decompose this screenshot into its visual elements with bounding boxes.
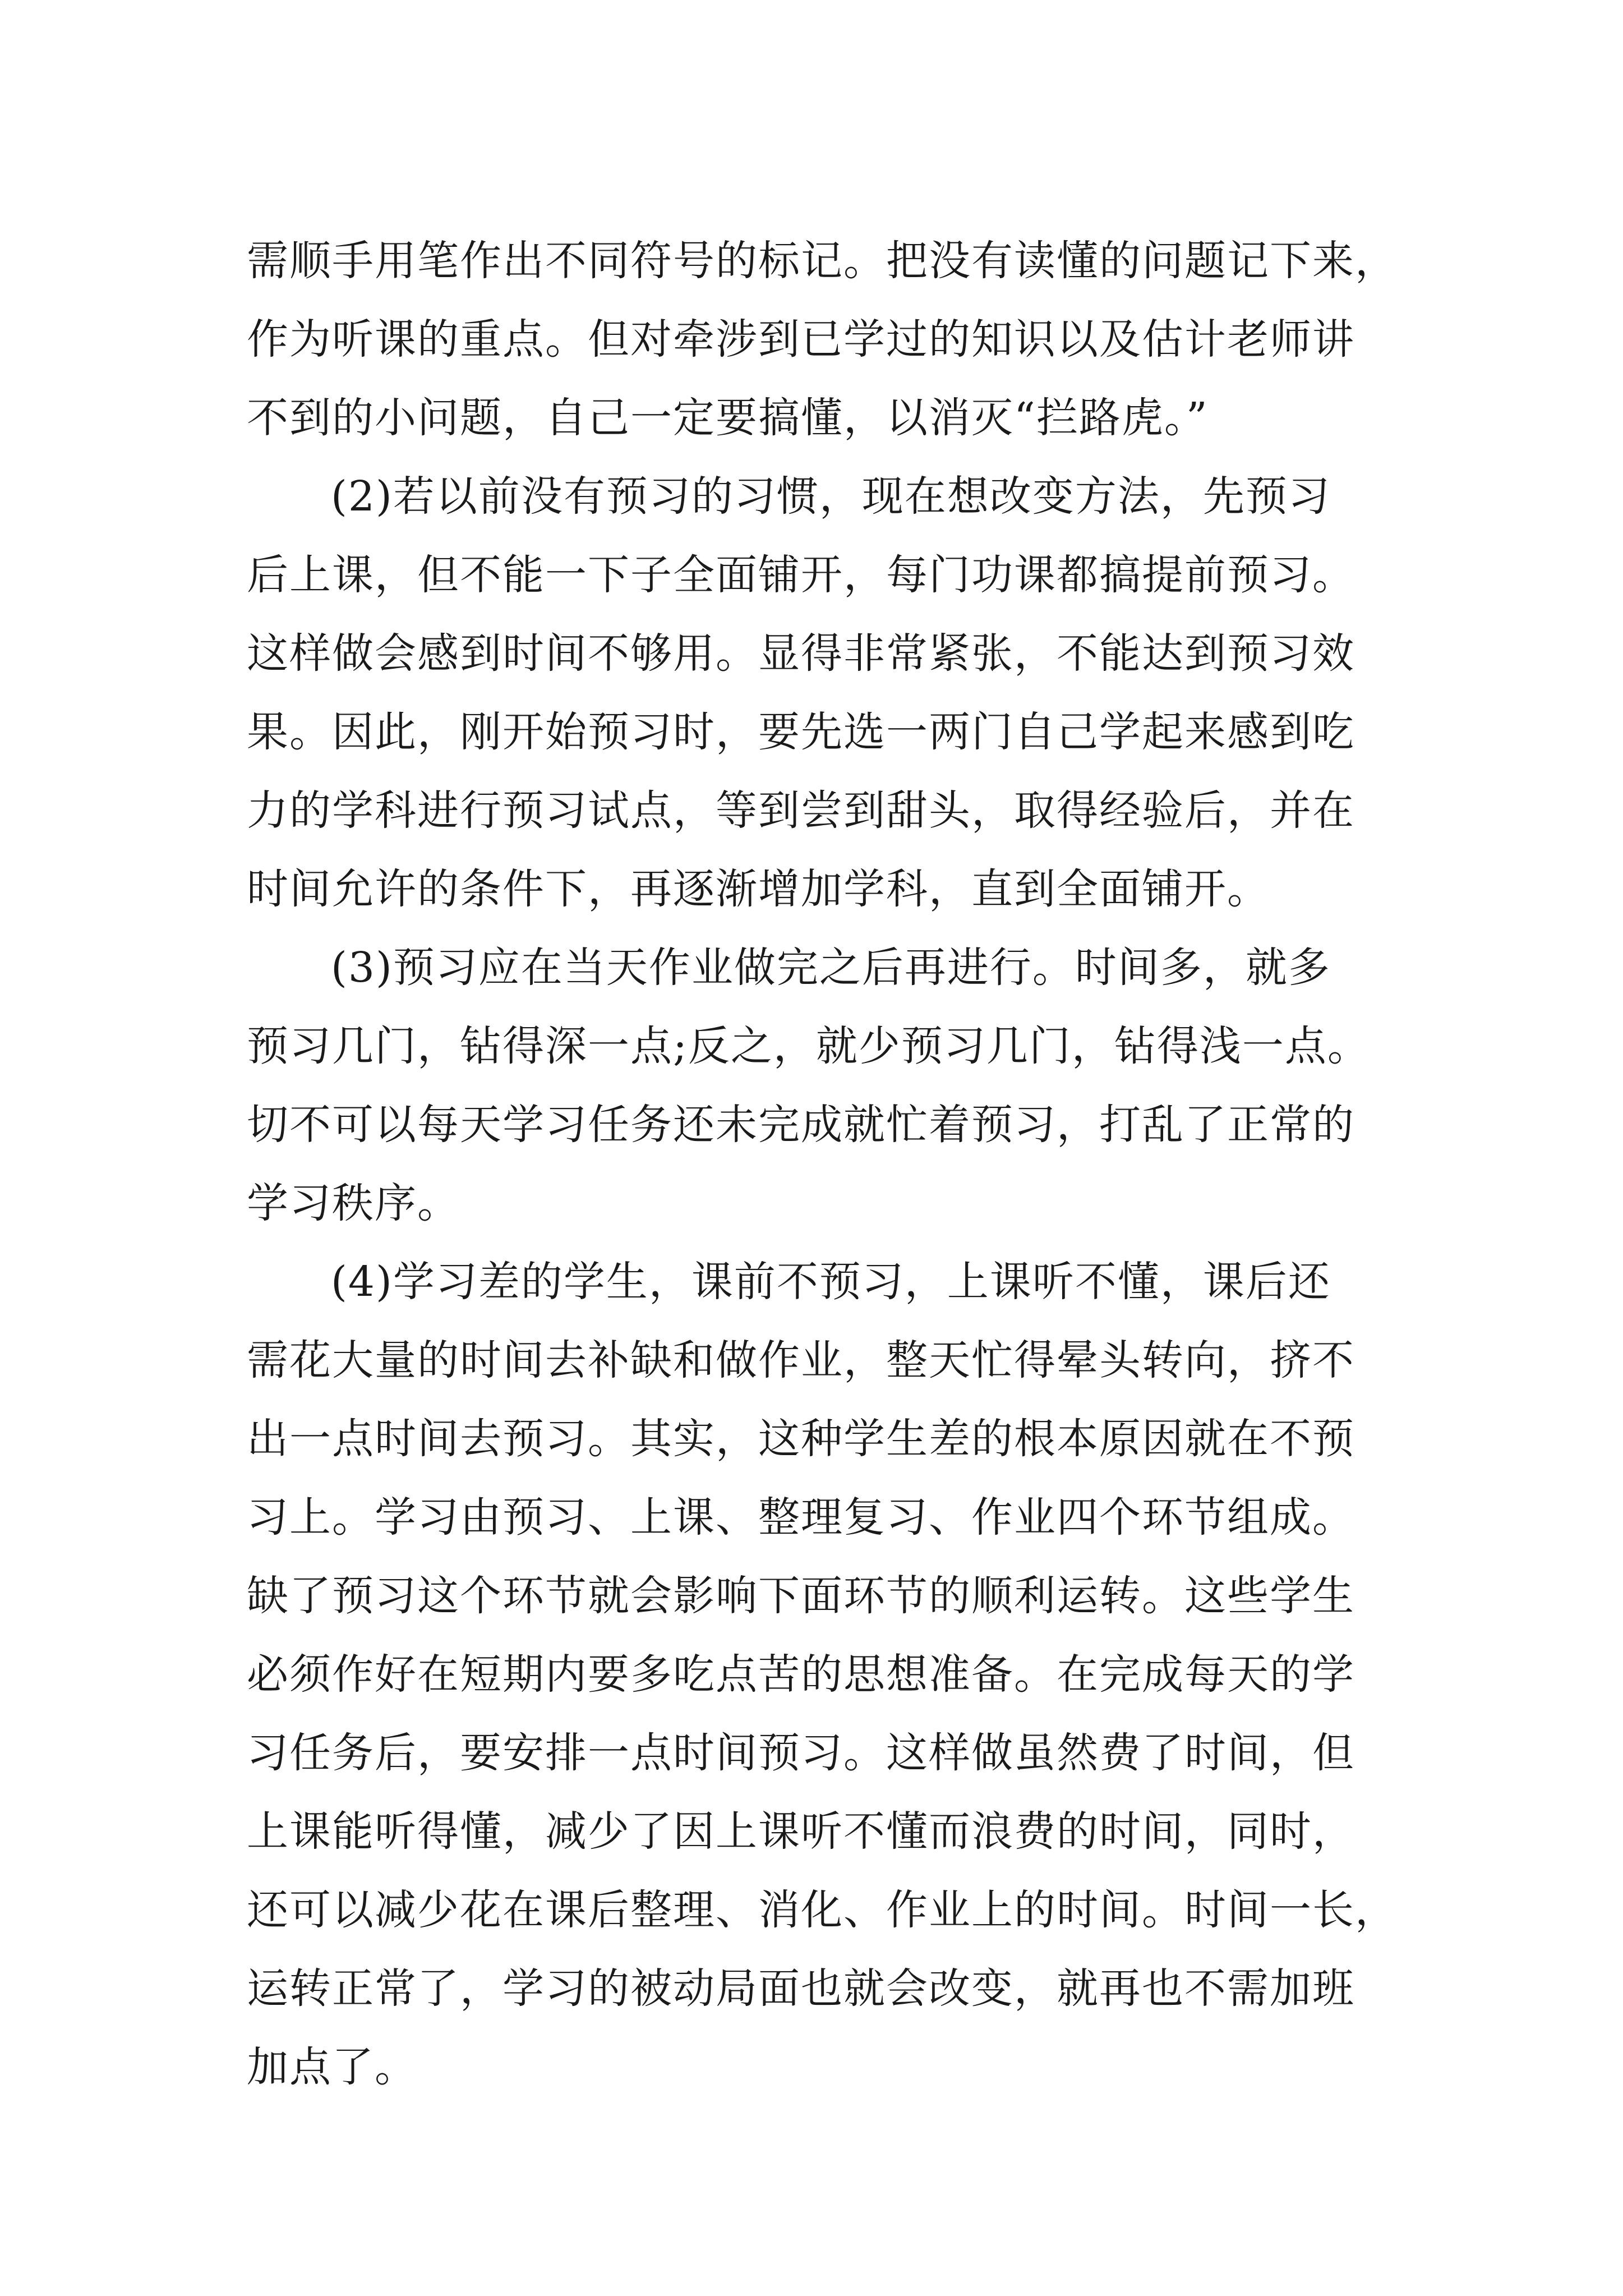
text-line: (2)若以前没有预习的习惯，现在想改变方法，先预习 (331, 472, 1331, 521)
text-line: 上课能听得懂，减少了因上课听不懂而浪费的时间，同时， (247, 1807, 1355, 1856)
text-line: (4)学习差的学生，课前不预习，上课听不懂，课后还 (331, 1258, 1331, 1306)
text-line: 不到的小问题，自己一定要搞懂，以消灭“拦路虎。” (247, 394, 1209, 442)
text-line: 习上。学习由预习、上课、整理复习、作业四个环节组成。 (247, 1493, 1355, 1542)
text-line: 习任务后，要安排一点时间预习。这样做虽然费了时间，但 (247, 1729, 1355, 1777)
text-line: 缺了预习这个环节就会影响下面环节的顺利运转。这些学生 (247, 1572, 1355, 1620)
text-line: 这样做会感到时间不够用。显得非常紧张，不能达到预习效 (247, 629, 1355, 678)
paragraph-continuation (247, 222, 1424, 457)
text-line: 出一点时间去预习。其实，这种学生差的根本原因就在不预 (247, 1415, 1355, 1463)
text-line: 预习几门，钻得深一点;反之，就少预习几门，钻得浅一点。 (247, 1022, 1370, 1070)
text-line: 加点了。 (247, 2043, 417, 2091)
text-line: 运转正常了，学习的被动局面也就会改变，就再也不需加班 (247, 1964, 1355, 2013)
text-line: 还可以减少花在课后整理、消化、作业上的时间。时间一长， (247, 1886, 1398, 1934)
text-line: (3)预习应在当天作业做完之后再进行。时间多，就多 (331, 944, 1331, 992)
text-line: 学习秩序。 (247, 1179, 460, 1227)
text-line: 作为听课的重点。但对牵涉到已学过的知识以及估计老师讲 (247, 315, 1355, 364)
text-line: 力的学科进行预习试点，等到尝到甜头，取得经验后，并在 (247, 786, 1355, 835)
document-body (247, 222, 1424, 2106)
text-line: 果。因此，刚开始预习时，要先选一两门自己学起来感到吃 (247, 708, 1355, 756)
paragraph-4 (247, 1243, 1424, 2106)
text-line: 切不可以每天学习任务还未完成就忙着预习，打乱了正常的 (247, 1101, 1355, 1149)
text-line: 需顺手用笔作出不同符号的标记。把没有读懂的问题记下来， (247, 237, 1398, 285)
text-line: 必须作好在短期内要多吃点苦的思想准备。在完成每天的学 (247, 1650, 1355, 1699)
paragraph-2 (247, 457, 1424, 928)
text-line: 需花大量的时间去补缺和做作业，整天忙得晕头转向，挤不 (247, 1336, 1355, 1384)
paragraph-3 (247, 928, 1424, 1243)
text-line: 时间允许的条件下，再逐渐增加学科，直到全面铺开。 (247, 865, 1270, 913)
text-line: 后上课，但不能一下子全面铺开，每门功课都搞提前预习。 (247, 551, 1355, 599)
